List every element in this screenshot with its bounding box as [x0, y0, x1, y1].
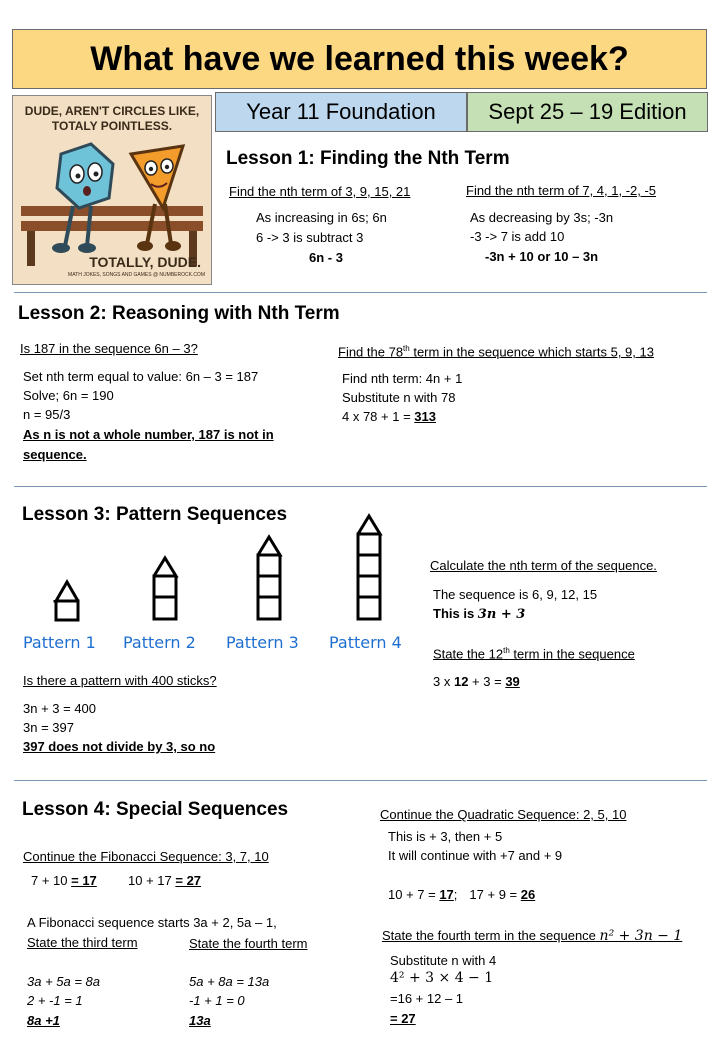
lesson3-heading: Lesson 3: Pattern Sequences	[22, 504, 288, 525]
lesson4-seq-line2: 4² + 3 × 4 − 1	[390, 970, 494, 986]
lesson2-q2-line1: Find nth term: 4n + 1	[342, 371, 463, 386]
lesson2-q1-line1: Set nth term equal to value: 6n – 3 = 187	[23, 369, 259, 384]
lesson4-fib-answer-2: 10 + 17 = 27	[128, 873, 202, 888]
lesson2-q1-line3: n = 95/3	[23, 407, 71, 422]
lesson4-third-answer: 8a +1	[27, 1013, 60, 1028]
lesson4-seq-line3: =16 + 12 – 1	[390, 991, 464, 1006]
lesson1-heading: Lesson 1: Finding the Nth Term	[226, 148, 510, 169]
lesson2-q2-line2: Substitute n with 78	[342, 390, 456, 405]
lesson4-quad-title: Continue the Quadratic Sequence: 2, 5, 10	[380, 807, 627, 822]
lesson2-q2-title: Find the 78th term in the sequence which starts 5, 9, 13	[338, 344, 654, 360]
lesson4-seq-line1: Substitute n with 4	[390, 953, 497, 968]
lesson4-fourth-title: State the fourth term	[189, 936, 308, 951]
divider-3	[14, 780, 707, 781]
lesson1-q1-title: Find the nth term of 3, 9, 15, 21	[229, 184, 411, 199]
lesson4-fourth-line1: 5a + 8a = 13a	[189, 974, 270, 989]
lesson1-q2-answer: -3n + 10 or 10 – 3n	[485, 249, 599, 264]
lesson4-heading: Lesson 4: Special Sequences	[22, 799, 289, 820]
lesson4-third-line1: 3a + 5a = 8a	[27, 974, 101, 989]
lesson4-fib-title: Continue the Fibonacci Sequence: 3, 7, 10	[23, 849, 269, 864]
lesson4-quad-line2: It will continue with +7 and + 9	[388, 848, 563, 863]
divider-1	[14, 292, 707, 293]
pattern-label-4: Pattern 4	[329, 633, 402, 652]
lesson3-q1-line1: 3n + 3 = 400	[23, 701, 97, 716]
lesson3-q1-title: Is there a pattern with 400 sticks?	[23, 673, 217, 688]
lesson3-q3-title: State the 12th term in the sequence	[433, 646, 635, 662]
lesson3-q3-line1: 3 x 12 + 3 = 39	[433, 674, 520, 689]
comic-bottom-text: TOTALLY, DUDE.	[89, 254, 201, 270]
lesson4-seq-answer: = 27	[390, 1011, 416, 1026]
lesson3-q1-line2: 3n = 397	[23, 720, 74, 735]
lesson1-q2-title: Find the nth term of 7, 4, 1, -2, -5	[466, 183, 657, 198]
lesson2-q2-line3: 4 x 78 + 1 = 313	[342, 409, 436, 424]
lesson1-q2-line1: As decreasing by 3s; -3n	[470, 210, 614, 225]
page-title: What have we learned this week?	[12, 29, 707, 89]
pattern-label-3: Pattern 3	[226, 633, 299, 652]
lesson3-q1-answer: 397 does not divide by 3, so no	[23, 739, 216, 754]
lesson3-q2-title: Calculate the nth term of the sequence.	[430, 558, 657, 573]
lesson1-q1-line1: As increasing in 6s; 6n	[256, 210, 387, 225]
lesson4-third-line2: 2 + -1 = 1	[27, 993, 83, 1008]
pattern-label-1: Pattern 1	[23, 633, 96, 652]
comic-image	[12, 95, 212, 285]
lesson2-q1-line2: Solve; 6n = 190	[23, 388, 114, 403]
course-badge: Year 11 Foundation	[215, 92, 467, 132]
lesson1-q2-line2: -3 -> 7 is add 10	[470, 229, 565, 244]
lesson2-heading: Lesson 2: Reasoning with Nth Term	[18, 303, 340, 324]
lesson2-q1-answer-1: As n is not a whole number, 187 is not in	[23, 427, 274, 442]
lesson4-quad-answers: 10 + 7 = 17; 17 + 9 = 26	[388, 887, 536, 902]
lesson4-third-title: State the third term	[27, 935, 138, 950]
edition-badge: Sept 25 – 19 Edition	[467, 92, 708, 132]
lesson2-q1-answer-2: sequence.	[23, 447, 87, 462]
pattern-label-2: Pattern 2	[123, 633, 196, 652]
divider-2	[14, 486, 707, 487]
lesson4-quad-line1: This is + 3, then + 5	[388, 829, 503, 844]
comic-top-text: DUDE, AREN'T CIRCLES LIKE, TOTALY POINTLESS.	[24, 104, 200, 133]
lesson4-fib-answer-1: 7 + 10 = 17	[31, 873, 97, 888]
lesson3-q2-line1: The sequence is 6, 9, 12, 15	[433, 587, 598, 602]
comic-credit: MATH JOKES, SONGS AND GAMES @ NUMBEROCK.COM	[68, 272, 205, 278]
lesson2-q1-title: Is 187 in the sequence 6n – 3?	[20, 341, 198, 356]
lesson4-fib2-intro: A Fibonacci sequence starts 3a + 2, 5a – 1,	[27, 915, 277, 930]
lesson1-q1-answer: 6n - 3	[309, 250, 343, 265]
lesson4-seq-title: State the fourth term in the sequence n² + 3n − 1	[382, 928, 683, 944]
lesson3-q2-answer: This is 3n + 3	[433, 606, 526, 622]
matchstick-patterns	[40, 510, 410, 626]
lesson1-q1-line2: 6 -> 3 is subtract 3	[256, 230, 364, 245]
lesson4-fourth-line2: -1 + 1 = 0	[189, 993, 245, 1008]
lesson4-fourth-answer: 13a	[189, 1013, 211, 1028]
